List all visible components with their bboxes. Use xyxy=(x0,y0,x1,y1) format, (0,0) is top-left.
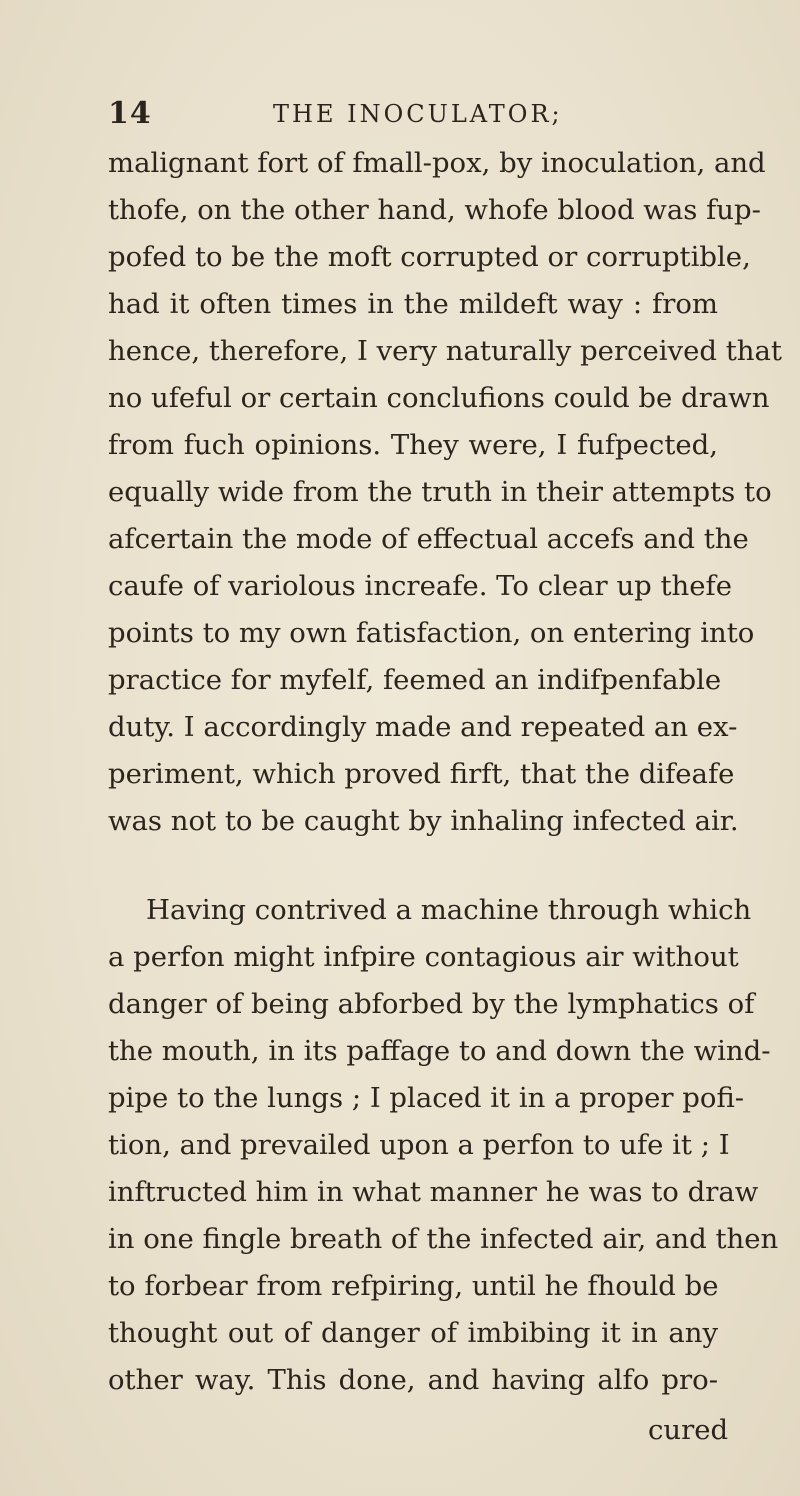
paragraph-1 xyxy=(108,140,782,845)
catchword: cured xyxy=(648,1414,729,1446)
text-line: thought out of danger of imbibing it in any xyxy=(108,1317,718,1349)
text-line: hence, therefore, I very naturally perceived that xyxy=(108,335,782,367)
text-line: periment, which proved firft, that the difeafe xyxy=(108,758,735,790)
text-line: to forbear from refpiring, until he fhould be xyxy=(108,1270,719,1302)
text-line: a perfon might infpire contagious air without xyxy=(108,941,739,973)
text-line: malignant fort of fmall-pox, by inoculation, and xyxy=(108,147,766,179)
text-line: inftructed him in what manner he was to draw xyxy=(108,1176,759,1208)
paragraph-2 xyxy=(108,887,779,1404)
text-line: practice for myfelf, feemed an indifpenfable xyxy=(108,664,722,696)
text-line: other way. This done, and having alfo pro- xyxy=(108,1364,718,1396)
page-header xyxy=(108,96,708,136)
text-line: had it often times in the mildeft way : from xyxy=(108,288,718,320)
text-line: Having contrived a machine through which xyxy=(146,894,752,926)
text-line: points to my own fatisfaction, on entering into xyxy=(108,617,755,649)
text-line: pipe to the lungs ; I placed it in a proper pofi- xyxy=(108,1082,745,1114)
text-line: pofed to be the moft corrupted or corruptible, xyxy=(108,241,751,273)
paragraph-gap xyxy=(108,845,718,887)
text-line: equally wide from the truth in their attempts to xyxy=(108,476,772,508)
text-line: duty. I accordingly made and repeated an ex- xyxy=(108,711,738,743)
text-line: in one fingle breath of the infected air, and then xyxy=(108,1223,779,1255)
body-text xyxy=(108,140,782,1404)
text-line: the mouth, in its paffage to and down the wind- xyxy=(108,1035,771,1067)
text-line: afcertain the mode of effectual accefs and the xyxy=(108,523,749,555)
text-line: thofe, on the other hand, whofe blood was fup- xyxy=(108,194,761,226)
text-line: was not to be caught by inhaling infected air. xyxy=(108,805,739,837)
running-title: THE INOCULATOR; xyxy=(273,100,563,128)
text-line: danger of being abforbed by the lymphatics of xyxy=(108,988,755,1020)
text-line: caufe of variolous increafe. To clear up thefe xyxy=(108,570,732,602)
page-number: 14 xyxy=(108,96,152,131)
text-line: from fuch opinions. They were, I fufpected, xyxy=(108,429,718,461)
text-line: tion, and prevailed upon a perfon to ufe it ; I xyxy=(108,1129,730,1161)
text-line: no ufeful or certain conclufions could be drawn xyxy=(108,382,770,414)
